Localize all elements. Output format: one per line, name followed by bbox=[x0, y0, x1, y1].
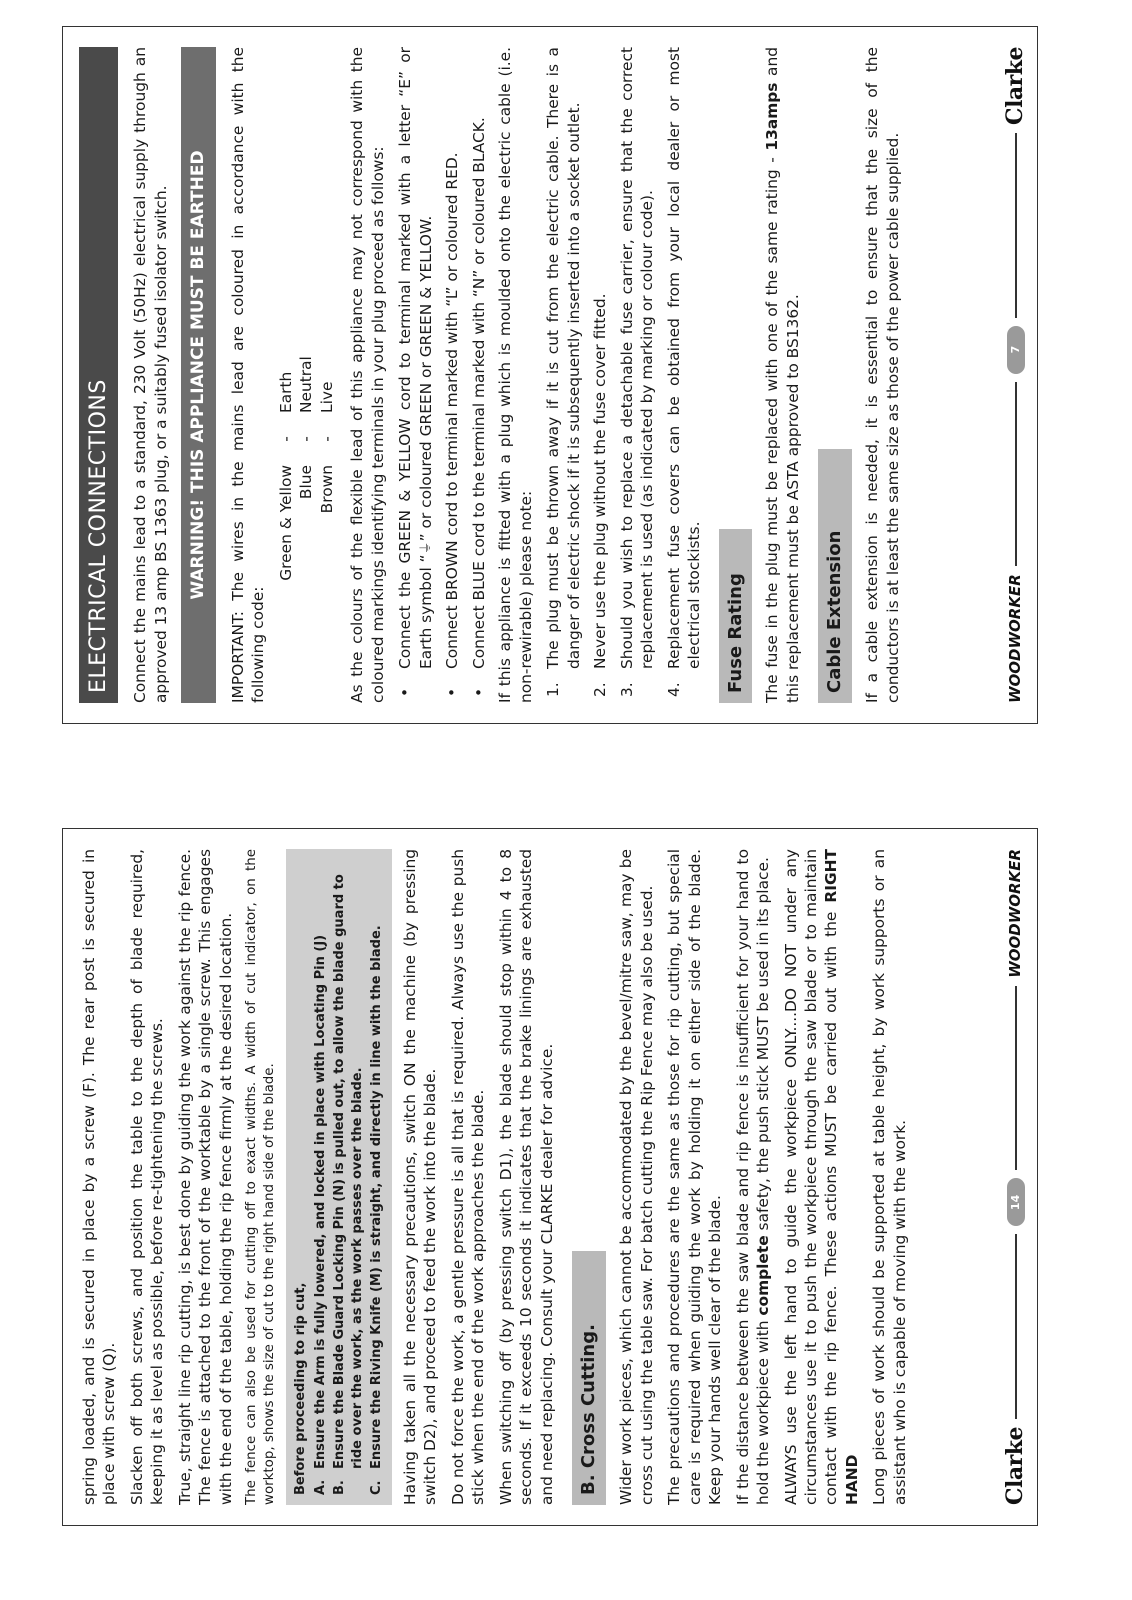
table-row bbox=[317, 348, 337, 703]
page-footer bbox=[1002, 46, 1029, 703]
paragraph: The fence can also be used for cutting off to exact widths. A width of cut indicator, on the worktop, shows the size of cut to the right hand side of the blade. bbox=[244, 849, 278, 1505]
earth-symbol-icon: ⏚ bbox=[418, 541, 434, 555]
rip-cut-checklist bbox=[286, 849, 392, 1505]
clarke-logo: Clarke bbox=[1002, 46, 1029, 125]
text-run: If the distance between the saw blade and rip fence is insufficient for your hand to hold the workpiece with bbox=[733, 849, 773, 1505]
text-run: ALWAYS use the left hand to guide the workpiece ONLY....DO NOT under any circumstances use it to push the workpiece through the saw blade or to maintain contact with the rip fence. These actions MUST be carried out with the bbox=[781, 849, 841, 1505]
clarke-logo: Clarke bbox=[1002, 1427, 1029, 1505]
paragraph-always bbox=[781, 849, 863, 1505]
numbered-item bbox=[664, 47, 705, 703]
page-number: 14 bbox=[1007, 1178, 1025, 1226]
wire-colour: Brown bbox=[317, 465, 336, 514]
paragraph: As the colours of the flexible lead of this appliance may not correspond with the coloured markings identifying terminals in your plug proceed as follows: bbox=[348, 47, 387, 703]
page-7 bbox=[62, 26, 1038, 724]
wire-colour-code-table bbox=[276, 348, 337, 703]
checklist-item bbox=[368, 859, 386, 1495]
section-heading-cable-extension: Cable Extension bbox=[818, 449, 852, 703]
paragraph: Long pieces of work should be supported at table height, by work supports or an assistant who is capable of moving with the work. bbox=[870, 849, 909, 1505]
text-run: and this replacement must be ASTA approved to BS1362. bbox=[763, 46, 802, 703]
page-number: 7 bbox=[1007, 326, 1025, 374]
item-number: 3. bbox=[617, 682, 636, 697]
table-row bbox=[296, 348, 316, 703]
checklist-text: Ensure the Blade Guard Locking Pin (N) is pulled out, to allow the blade guard to ride over the work, as the work passes over the blade. bbox=[332, 874, 365, 1469]
bullet-text: Connect BLUE cord to the terminal marked with “N” or coloured BLACK. bbox=[469, 117, 488, 669]
wire-colour: Blue bbox=[297, 465, 316, 500]
paragraph-fuse bbox=[762, 47, 803, 703]
item-number: 1. bbox=[544, 682, 563, 697]
section-heading-cross-cutting: B. Cross Cutting. bbox=[572, 1251, 606, 1505]
item-text: The plug must be thrown away if it is cut from the electric cable. There is a danger of electric shock if it is subsequently inserted into a socket outlet. bbox=[544, 47, 583, 669]
numbered-item bbox=[543, 47, 584, 703]
text-run-bold: 13amps bbox=[763, 82, 782, 151]
paragraph: Having taken all the necessary precautions, switch ON the machine (by pressing switch D2), and proceed to feed the work into the blade. bbox=[400, 849, 440, 1505]
item-number: 2. bbox=[591, 682, 610, 697]
bullet-text: Connect BROWN cord to terminal marked with “L” or coloured RED. bbox=[443, 152, 462, 669]
checklist-title: Before proceeding to rip cut, bbox=[293, 1282, 309, 1495]
footer-rule bbox=[1015, 382, 1017, 567]
paragraph: Do not force the work, a gentle pressure is all that is required. Always use the push stick when the end of the work approaches the blade. bbox=[448, 849, 488, 1505]
wire-meaning: Live bbox=[317, 381, 336, 413]
paragraph: When switching off (by pressing switch D1), the blade should stop within 4 to 8 seconds. If it exceeds 10 seconds it indicates that the brake linings are exhausted and need replacing. Consult your CLARKE dealer for advice. bbox=[496, 849, 556, 1505]
table-row bbox=[276, 348, 296, 703]
woodworker-logo: WOODWORKER bbox=[1006, 848, 1025, 978]
numbered-item bbox=[590, 47, 610, 703]
paragraph: Wider work pieces, which cannot be accommodated by the bevel/mitre saw, may be cross cut using the table saw. For batch cutting the Rip Fence may also be used. bbox=[617, 849, 656, 1505]
bullet-marker: • bbox=[469, 687, 488, 697]
bullet-marker: • bbox=[396, 687, 415, 697]
wire-colour: Green & Yellow bbox=[276, 465, 295, 581]
wire-meaning: Earth bbox=[276, 371, 295, 413]
bullet-marker: • bbox=[443, 687, 462, 697]
footer-rule bbox=[1015, 133, 1017, 318]
checklist-text: Ensure the Arm is fully lowered, and locked in place with Locating Pin (J) bbox=[312, 934, 328, 1469]
paragraph: If a cable extension is needed, it is essential to ensure that the size of the conductors is at least the same size as those of the power cable supplied. bbox=[863, 47, 902, 703]
text-run-bold: RIGHT HAND bbox=[822, 849, 861, 1505]
bullet-item bbox=[442, 47, 462, 703]
text-run: The fuse in the plug must be replaced with one of the same rating - bbox=[763, 150, 782, 703]
earthing-warning: WARNING! THIS APPLIANCE MUST BE EARTHED bbox=[181, 47, 216, 703]
wire-dash: - bbox=[317, 436, 336, 442]
bullet-item bbox=[469, 47, 489, 703]
numbered-item bbox=[617, 47, 658, 703]
text-run: Connect the GREEN & YELLOW cord to terminal marked with a letter “E” or Earth symbol “ bbox=[396, 47, 435, 669]
text-run-bold: complete bbox=[754, 1235, 773, 1316]
page-footer bbox=[1002, 848, 1029, 1505]
wire-dash: - bbox=[297, 436, 316, 442]
paragraph: IMPORTANT: The wires in the mains lead are coloured in accordance with the following code: bbox=[228, 47, 268, 703]
checklist-text: Ensure the Riving Knife (M) is straight, and directly in line with the blade. bbox=[369, 925, 385, 1469]
checklist-item bbox=[331, 859, 366, 1495]
item-number: 4. bbox=[664, 682, 683, 697]
page-14 bbox=[62, 828, 1038, 1526]
footer-rule bbox=[1015, 1234, 1017, 1419]
paragraph-distance bbox=[733, 849, 774, 1505]
wire-dash: - bbox=[276, 436, 295, 442]
footer-rule bbox=[1015, 986, 1017, 1171]
item-text: Replacement fuse covers can be obtained from your local dealer or most electrical stockists. bbox=[664, 47, 704, 669]
item-text: Should you wish to replace a detachable fuse carrier, ensure that the correct replacement is used (as indicated by marking or colour code). bbox=[617, 47, 657, 669]
paragraph: Connect the mains lead to a standard, 230 Volt (50Hz) electrical supply through an approved 13 amp BS 1363 plug, or a suitably fused isolator switch. bbox=[131, 47, 170, 703]
item-text: Never use the plug without the fuse cover fitted. bbox=[591, 293, 610, 669]
paragraph: The precautions and procedures are the same as those for rip cutting, but special care is required when guiding the work by holding it on either side of the blade. Keep your hands well clear of the blade. bbox=[665, 849, 725, 1505]
wire-meaning: Neutral bbox=[297, 356, 316, 413]
checklist-letter: A. bbox=[312, 1479, 328, 1495]
text-run: ” or coloured GREEN or GREEN & YELLOW. bbox=[416, 215, 435, 542]
left-paragraphs-top bbox=[79, 849, 279, 1505]
section-heading-fuse-rating: Fuse Rating bbox=[719, 529, 753, 703]
text-run: safety, the push stick MUST be used in its place. bbox=[754, 857, 773, 1236]
bullet-item bbox=[395, 47, 436, 703]
checklist-letter: C. bbox=[369, 1480, 385, 1495]
section-heading-electrical: ELECTRICAL CONNECTIONS bbox=[79, 47, 118, 703]
paragraph: Slacken off both screws, and position the table to the depth of blade required, keeping it as level as possible, before re-tightening the screws. bbox=[127, 849, 167, 1505]
paragraph: spring loaded, and is secured in place by a screw (F). The rear post is secured in place with screw (Q). bbox=[80, 849, 119, 1505]
bullet-text bbox=[395, 47, 436, 669]
checklist-letter: B. bbox=[332, 1480, 348, 1495]
checklist-item bbox=[312, 859, 330, 1495]
woodworker-logo: WOODWORKER bbox=[1006, 574, 1025, 703]
paragraph: True, straight line rip cutting, is best done by guiding the work against the rip fence. The fence is attached to the front of the worktable by a single screw. This engages with the end of the table, holding the rip fence firmly at the desired location. bbox=[175, 849, 235, 1505]
paragraph: If this appliance is fitted with a plug which is moulded onto the electric cable (i.e. non-rewirable) please note: bbox=[496, 47, 535, 703]
